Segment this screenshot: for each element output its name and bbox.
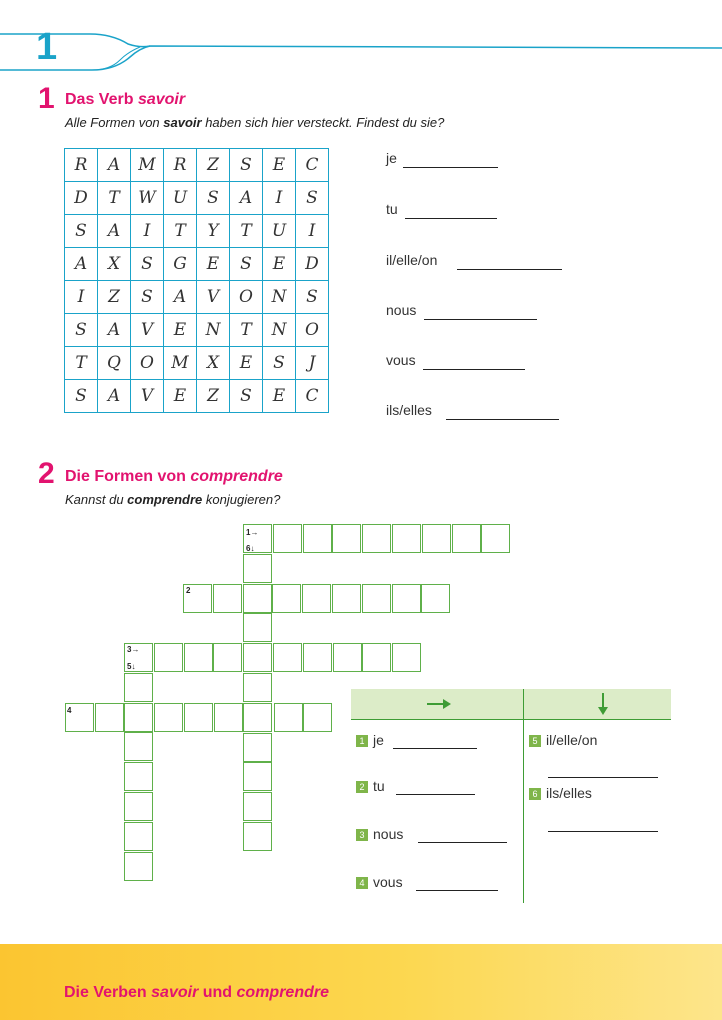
arrow-right-icon	[427, 698, 451, 710]
word-search-cell[interactable]: T	[230, 215, 263, 248]
word-search-cell[interactable]: I	[296, 215, 329, 248]
word-search-cell[interactable]: A	[98, 380, 131, 413]
clue-label: je	[373, 732, 384, 748]
word-search-cell[interactable]: I	[65, 281, 98, 314]
clue-number-3: 3→	[127, 645, 140, 654]
crossword-cell[interactable]	[332, 524, 361, 553]
answer-line[interactable]	[424, 319, 537, 320]
word-search-cell[interactable]: S	[65, 314, 98, 347]
crossword-cell[interactable]	[243, 554, 272, 583]
clue-label: ils/elles	[546, 785, 592, 801]
clue-label: vous	[373, 874, 403, 890]
crossword-cell[interactable]	[362, 584, 391, 613]
crossword-cell[interactable]	[392, 524, 421, 553]
word-search-cell[interactable]: E	[263, 149, 296, 182]
word-search-cell[interactable]: V	[131, 380, 164, 413]
word-search-cell[interactable]: Z	[197, 149, 230, 182]
pronoun-label: tu	[386, 201, 398, 217]
crossword-cell[interactable]	[124, 732, 153, 761]
crossword-cell[interactable]	[184, 643, 213, 672]
word-search-cell[interactable]: R	[65, 149, 98, 182]
word-search-cell[interactable]: E	[263, 248, 296, 281]
word-search-cell[interactable]: G	[164, 248, 197, 281]
crossword-cell[interactable]	[273, 524, 302, 553]
crossword-cell[interactable]	[392, 643, 421, 672]
clue-number-2: 2	[186, 586, 191, 595]
crossword-cell[interactable]	[422, 524, 451, 553]
crossword-cell[interactable]	[243, 792, 272, 821]
word-search-cell[interactable]: Z	[197, 380, 230, 413]
word-search-cell[interactable]: Z	[98, 281, 131, 314]
pronoun-label: vous	[386, 352, 416, 368]
word-search-grid	[64, 148, 329, 413]
word-search-cell[interactable]: S	[197, 182, 230, 215]
crossword-cell[interactable]	[303, 643, 332, 672]
clue-table-header	[351, 689, 671, 719]
word-search-row	[65, 281, 329, 314]
word-search-cell[interactable]: C	[296, 149, 329, 182]
word-search-cell[interactable]: I	[263, 182, 296, 215]
crossword-cell[interactable]	[243, 584, 272, 613]
crossword-cell[interactable]	[243, 613, 272, 642]
clue-label: il/elle/on	[546, 732, 598, 748]
clue-badge: 3	[356, 829, 368, 841]
crossword-cell[interactable]	[243, 733, 272, 762]
word-search-cell[interactable]: A	[98, 314, 131, 347]
crossword-cell[interactable]	[124, 792, 153, 821]
crossword-cell[interactable]	[124, 673, 153, 702]
word-search-cell[interactable]: U	[164, 182, 197, 215]
answer-line[interactable]	[396, 794, 475, 795]
crossword-cell[interactable]	[452, 524, 481, 553]
answer-line[interactable]	[418, 842, 507, 843]
crossword-cell[interactable]	[243, 703, 272, 732]
word-search-row	[65, 149, 329, 182]
word-search-cell[interactable]: U	[263, 215, 296, 248]
crossword-cell[interactable]	[243, 762, 272, 791]
word-search-cell[interactable]: A	[164, 281, 197, 314]
answer-line[interactable]	[393, 748, 477, 749]
footer-title: Die Verben savoir und comprendre	[64, 984, 329, 1001]
word-search-cell[interactable]: O	[131, 347, 164, 380]
crossword-cell[interactable]	[124, 762, 153, 791]
word-search-cell[interactable]: E	[197, 248, 230, 281]
clue-label: tu	[373, 778, 385, 794]
crossword-cell[interactable]	[481, 524, 510, 553]
across-clue	[356, 778, 385, 794]
crossword-cell[interactable]	[421, 584, 450, 613]
word-search-cell[interactable]: E	[230, 347, 263, 380]
word-search-row	[65, 380, 329, 413]
clue-number-1: 1→	[246, 528, 259, 537]
crossword-cell[interactable]	[362, 643, 391, 672]
word-search-cell[interactable]: E	[164, 314, 197, 347]
across-clue	[356, 826, 403, 842]
crossword-cell[interactable]	[243, 673, 272, 702]
word-search-cell[interactable]: V	[197, 281, 230, 314]
footer-band	[0, 944, 722, 1020]
clue-table-rule	[351, 719, 671, 720]
crossword-cell[interactable]	[154, 703, 183, 732]
word-search-cell[interactable]: S	[65, 380, 98, 413]
across-clue	[356, 874, 403, 890]
crossword-cell[interactable]	[302, 584, 331, 613]
word-search-cell[interactable]: V	[131, 314, 164, 347]
word-search-cell[interactable]: A	[230, 182, 263, 215]
crossword-cell[interactable]	[243, 643, 272, 672]
down-clue	[529, 732, 597, 748]
word-search-cell[interactable]: D	[296, 248, 329, 281]
crossword-cell[interactable]	[214, 703, 243, 732]
word-search-row	[65, 314, 329, 347]
crossword-cell[interactable]	[124, 822, 153, 851]
clue-badge: 1	[356, 735, 368, 747]
crossword-cell[interactable]	[332, 584, 361, 613]
pronoun-label: il/elle/on	[386, 252, 438, 268]
word-search-cell[interactable]: T	[164, 215, 197, 248]
word-search-cell[interactable]: Y	[197, 215, 230, 248]
clue-number-4: 4	[67, 706, 72, 715]
word-search-cell[interactable]: S	[263, 347, 296, 380]
exercise-2-number: 2	[38, 457, 55, 490]
down-clue	[529, 785, 592, 801]
word-search-cell[interactable]: X	[197, 347, 230, 380]
word-search-cell[interactable]: S	[296, 182, 329, 215]
crossword-cell[interactable]	[303, 524, 332, 553]
crossword-cell[interactable]	[392, 584, 421, 613]
word-search-cell[interactable]: N	[197, 314, 230, 347]
crossword-cell[interactable]	[274, 703, 303, 732]
word-search-cell[interactable]: S	[131, 248, 164, 281]
crossword-cell[interactable]	[154, 643, 183, 672]
word-search-cell[interactable]: C	[296, 380, 329, 413]
word-search-row	[65, 215, 329, 248]
word-search-cell[interactable]: T	[230, 314, 263, 347]
word-search-cell[interactable]: N	[263, 281, 296, 314]
pronoun-label: je	[386, 150, 397, 166]
word-search-cell[interactable]: E	[263, 380, 296, 413]
clue-number-6: 6↓	[246, 544, 255, 553]
answer-line[interactable]	[548, 777, 658, 778]
answer-line[interactable]	[405, 218, 497, 219]
clue-badge: 5	[529, 735, 541, 747]
exercise-1-instruction: Alle Formen von savoir haben sich hier versteckt. Findest du sie?	[65, 115, 445, 130]
word-search-cell[interactable]: M	[131, 149, 164, 182]
word-search-row	[65, 182, 329, 215]
crossword-cell[interactable]	[184, 703, 213, 732]
crossword-cell[interactable]	[95, 703, 124, 732]
word-search-cell[interactable]: S	[65, 215, 98, 248]
exercise-2-title: Die Formen von comprendre	[65, 468, 283, 485]
word-search-cell[interactable]: N	[263, 314, 296, 347]
exercise-1-title: Das Verb savoir	[65, 91, 186, 108]
exercise-2-instruction: Kannst du comprendre konjugieren?	[65, 492, 281, 507]
chapter-number: 1	[36, 26, 58, 68]
crossword-cell[interactable]	[124, 852, 153, 881]
answer-line[interactable]	[548, 831, 658, 832]
word-search-cell[interactable]: S	[296, 281, 329, 314]
word-search-cell[interactable]: X	[98, 248, 131, 281]
answer-line[interactable]	[457, 269, 562, 270]
clue-label: nous	[373, 826, 404, 842]
word-search-cell[interactable]: D	[65, 182, 98, 215]
word-search-cell[interactable]: T	[98, 182, 131, 215]
answer-line[interactable]	[403, 167, 498, 168]
crossword-cell[interactable]	[213, 643, 242, 672]
crossword-cell[interactable]	[243, 822, 272, 851]
clue-badge: 6	[529, 788, 541, 800]
word-search-cell[interactable]: E	[164, 380, 197, 413]
word-search-cell[interactable]: W	[131, 182, 164, 215]
word-search-cell[interactable]: S	[230, 248, 263, 281]
crossword-cell[interactable]	[213, 584, 242, 613]
word-search-cell[interactable]: A	[98, 215, 131, 248]
crossword-cell[interactable]	[124, 703, 153, 732]
across-clue	[356, 732, 384, 748]
pronoun-label: nous	[386, 302, 417, 318]
word-search-cell[interactable]: S	[131, 281, 164, 314]
word-search-row	[65, 248, 329, 281]
pronoun-label: ils/elles	[386, 402, 432, 418]
word-search-cell[interactable]: O	[230, 281, 263, 314]
word-search-cell[interactable]: A	[98, 149, 131, 182]
exercise-1-number: 1	[38, 82, 55, 115]
word-search-cell[interactable]: R	[164, 149, 197, 182]
clue-number-5: 5↓	[127, 662, 136, 671]
word-search-cell[interactable]: S	[230, 149, 263, 182]
header-decoration	[0, 0, 722, 80]
crossword-cell[interactable]	[362, 524, 391, 553]
word-search-cell[interactable]: T	[65, 347, 98, 380]
word-search-cell[interactable]: I	[131, 215, 164, 248]
arrow-down-icon	[597, 693, 609, 715]
clue-badge: 2	[356, 781, 368, 793]
answer-line[interactable]	[416, 890, 498, 891]
answer-line[interactable]	[446, 419, 559, 420]
clue-table-divider	[523, 689, 524, 903]
crossword-cell[interactable]	[303, 703, 332, 732]
word-search-cell[interactable]: M	[164, 347, 197, 380]
answer-line[interactable]	[423, 369, 525, 370]
clue-badge: 4	[356, 877, 368, 889]
word-search-cell[interactable]: A	[65, 248, 98, 281]
word-search-cell[interactable]: S	[230, 380, 263, 413]
crossword-cell[interactable]	[272, 584, 301, 613]
crossword-cell[interactable]	[333, 643, 362, 672]
word-search-row	[65, 347, 329, 380]
word-search-cell[interactable]: Q	[98, 347, 131, 380]
word-search-cell[interactable]: O	[296, 314, 329, 347]
word-search-cell[interactable]: J	[296, 347, 329, 380]
crossword-cell[interactable]	[273, 643, 302, 672]
